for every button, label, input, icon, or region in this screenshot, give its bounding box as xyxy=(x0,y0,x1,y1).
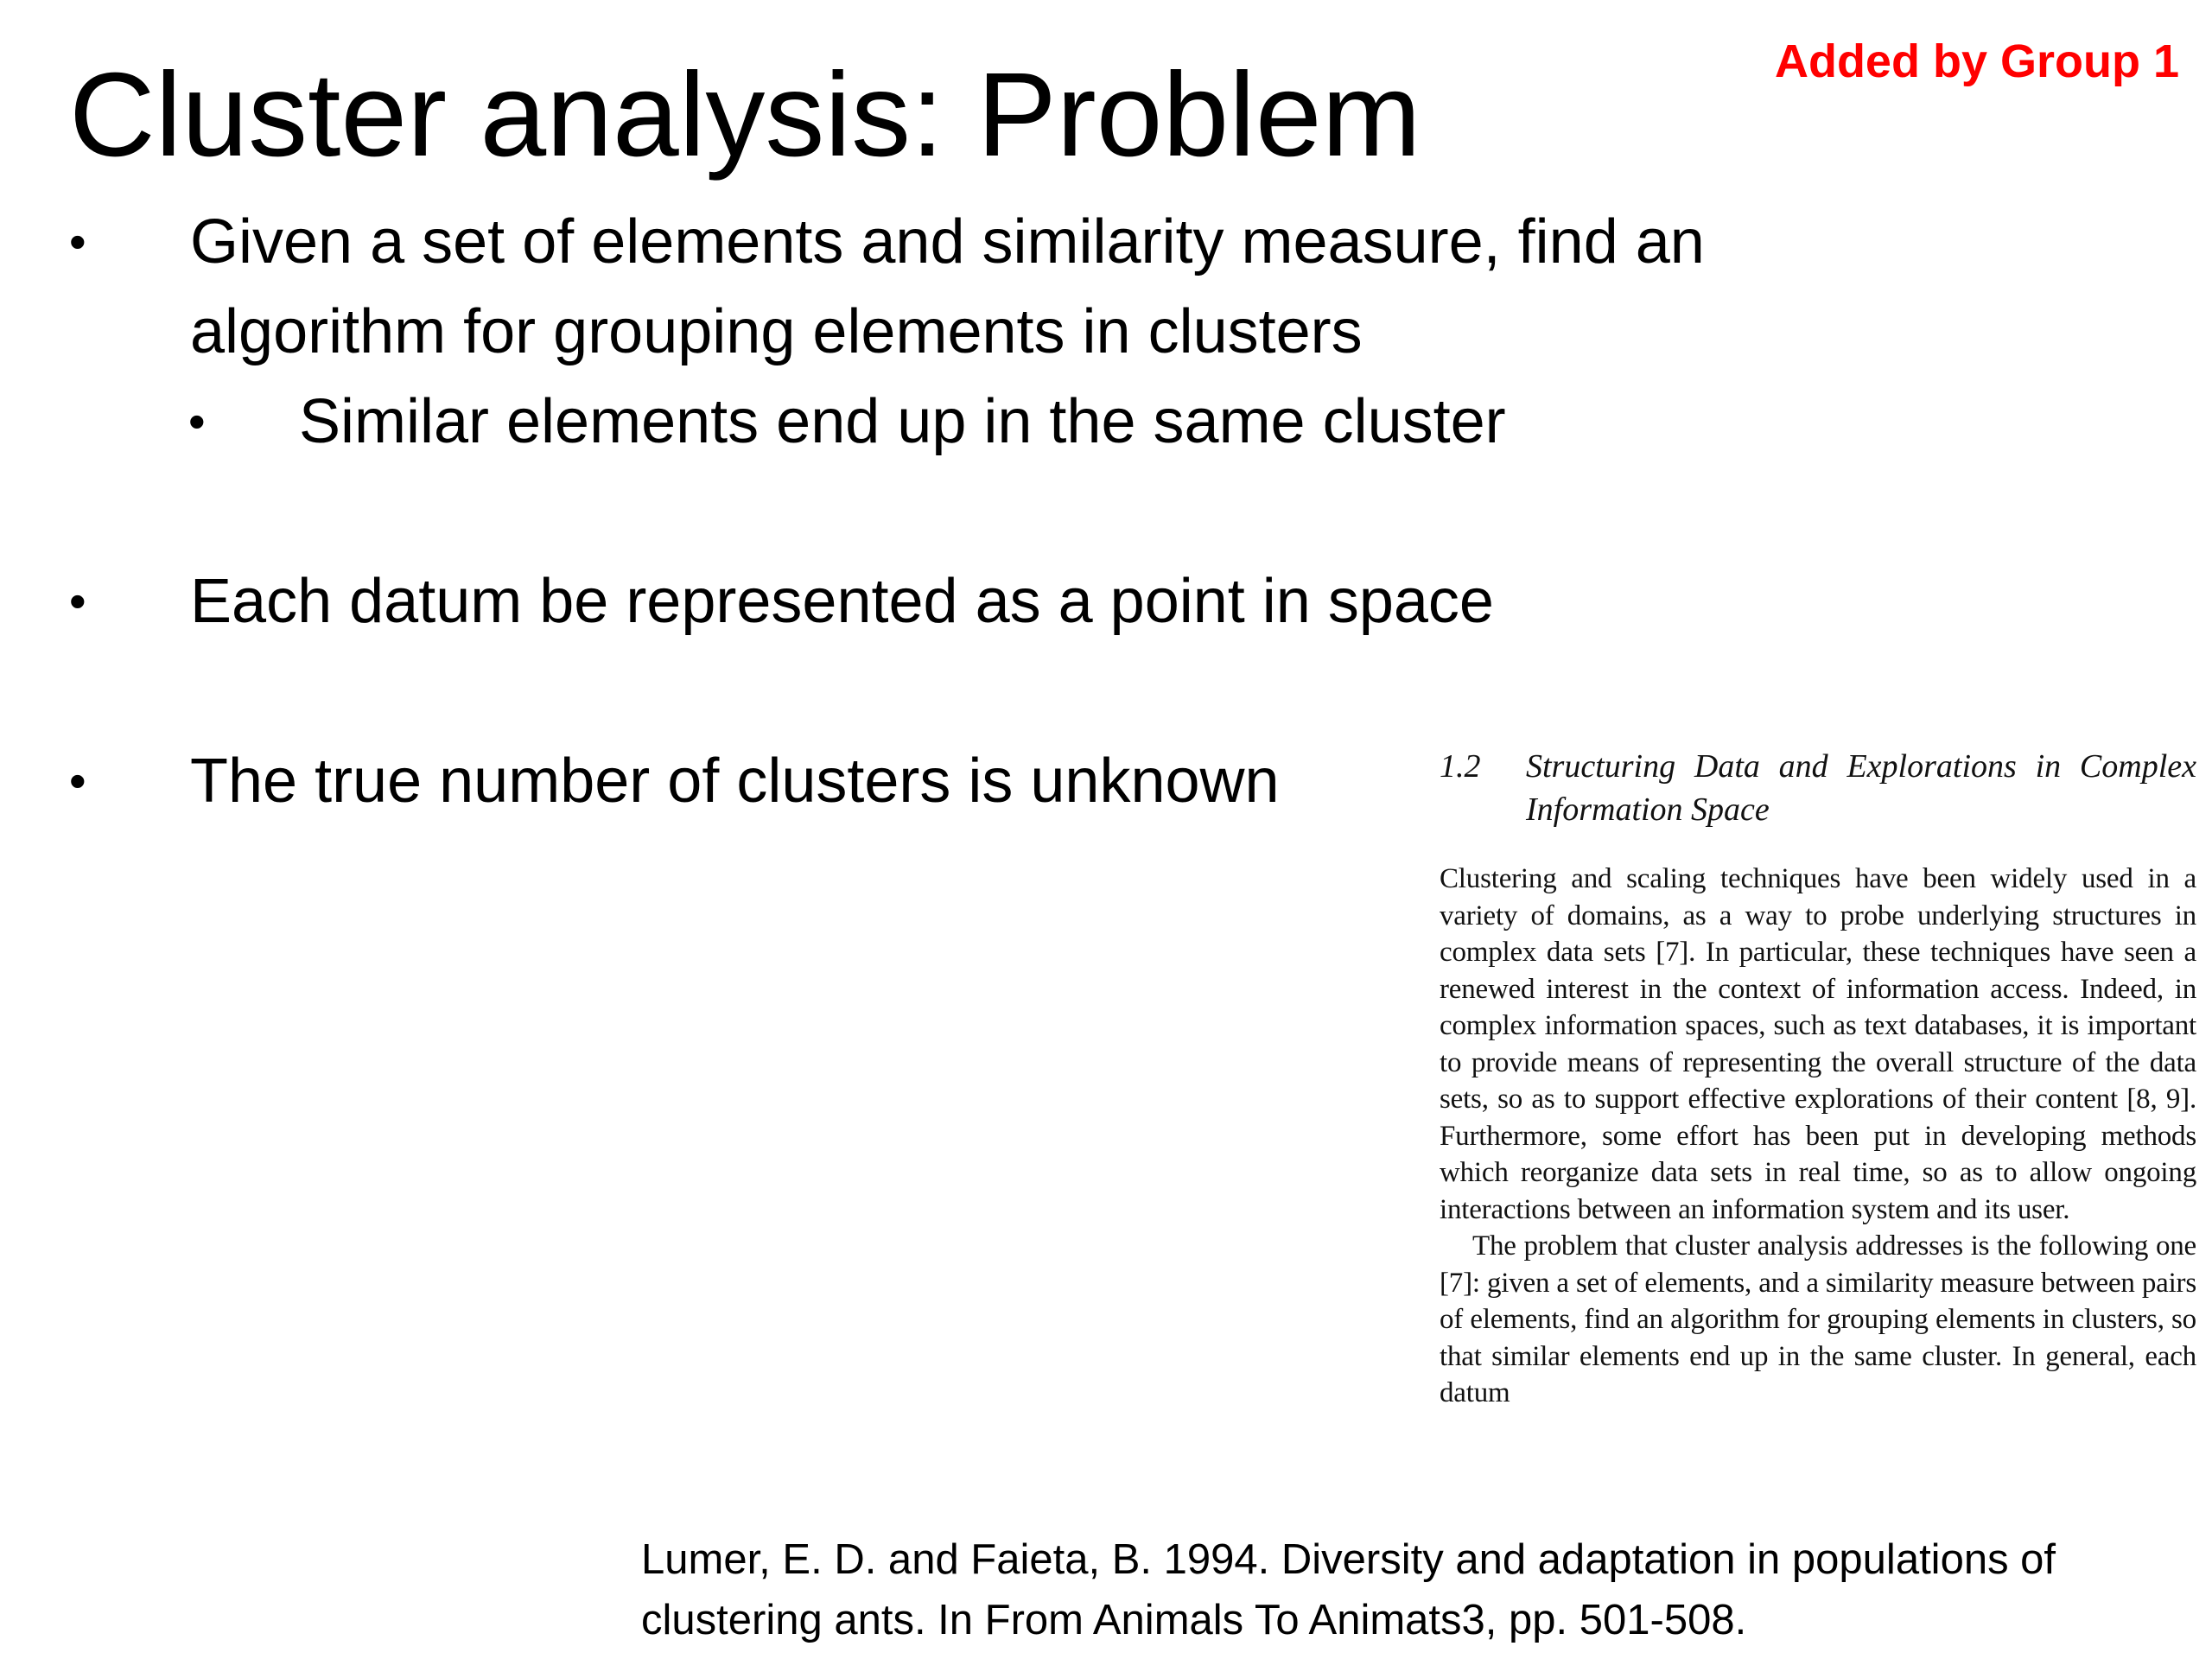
paper-excerpt xyxy=(1440,745,2196,1412)
paper-body xyxy=(1440,861,2196,1412)
slide-title: Cluster analysis: Problem xyxy=(69,48,1421,181)
bullet-marker: • xyxy=(188,394,206,448)
paper-section-heading xyxy=(1440,745,2196,831)
bullet-list xyxy=(69,197,1884,826)
bullet-item-2 xyxy=(69,556,1884,646)
bullet-marker: • xyxy=(69,753,86,808)
bullet-subtext-1: Similar elements end up in the same cluster xyxy=(299,387,1506,456)
bullet-text-1: Given a set of elements and similarity measure, find an algorithm for grouping elements in clusters xyxy=(190,207,1705,366)
bullet-marker: • xyxy=(69,214,86,269)
bullet-item-1 xyxy=(69,197,1884,377)
paper-section-title: Structuring Data and Explorations in Complex Information Space xyxy=(1526,748,2196,828)
paper-paragraph-1: Clustering and scaling techniques have been widely used in a variety of domains, as a way to probe underlying structures in complex data sets [7]. In particular, these techniques have seen a renewed interest in the context of information access. Indeed, in complex information spaces, such as text databases, it is important to provide means of representing the overall structure of the data sets, so as to support effective explorations of their content [8, 9]. Furthermore, some effort has been put in developing methods which reorganize data sets in real time, so as to allow ongoing interactions between an information system and its user. xyxy=(1440,863,2196,1225)
citation-reference: Lumer, E. D. and Faieta, B. 1994. Diversity and adaptation in populations of clustering ants. In From Animals To Animats3, pp. 501-508. xyxy=(641,1536,2056,1643)
bullet-marker: • xyxy=(69,574,86,628)
bullet-subitem-1 xyxy=(69,377,1884,467)
bullet-text-3: The true number of clusters is unknown xyxy=(190,747,1280,816)
added-by-group-label: Added by Group 1 xyxy=(1774,35,2179,87)
paper-section-number: 1.2 xyxy=(1440,748,1481,785)
bullet-text-2: Each datum be represented as a point in space xyxy=(190,567,1494,636)
paper-paragraph-2: The problem that cluster analysis addresses is the following one [7]: given a set of elements, and a similarity measure between pairs of elements, find an algorithm for grouping elements in clusters, so that similar elements end up in the same cluster. In general, each datum xyxy=(1440,1230,2196,1408)
